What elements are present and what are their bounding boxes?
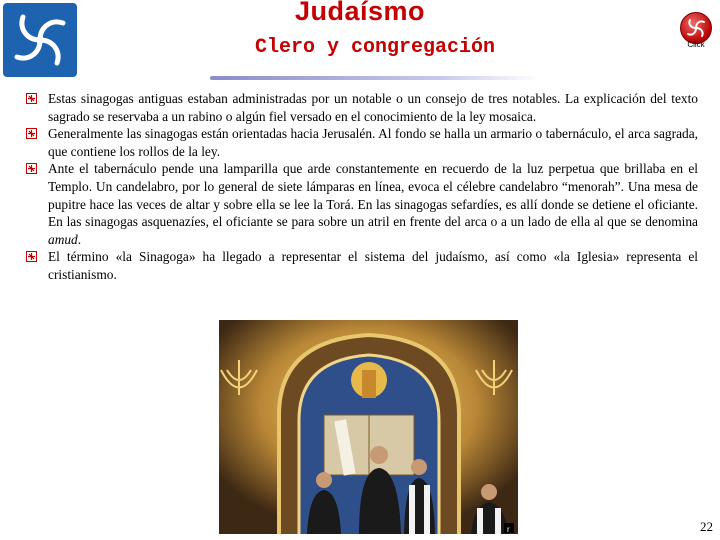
bullet-item [26,125,698,160]
bullet-icon [26,128,37,139]
bullet-italic-term: amud [48,231,78,247]
bullet-icon [26,163,37,174]
bullet-text: Generalmente las sinagogas están orientadas hacia Jerusalén. Al fondo se halla un armario o tabernáculo, el arca sagrada, que contiene los rollos de la ley. [48,126,698,159]
bullet-text: Estas sinagogas antiguas estaban administradas por un notable o un consejo de tres notables. La explicación del texto sagrado se reservaba a un rabino o algún fiel versado en el conocimiento de la ley mosaica. [48,91,698,124]
synagogue-photo [219,320,518,534]
bullet-text: Ante el tabernáculo pende una lamparilla que arde constantemente en recuerdo de la luz perpetua que brillaba en el Templo. Un candelabro, por lo general de siete lámparas en línea, evoca el célebre candelabro “menorah”. Una mesa de pupitre hace las veces de altar y sobre ella se lee la Torá. En las sinagogas sefardíes, es allí donde se detiene el oficiante. En las sinagogas asquenazíes, el oficiante se para sobre un atril en frente del arca o a un lado de ella al que se denomina [48,161,698,230]
photo-badge: r [507,525,510,534]
page-number: 22 [700,519,713,534]
title-underline [210,76,540,80]
bullet-item [26,90,698,125]
bullet-icon [26,93,37,104]
slide-subtitle: Clero y congregación [254,36,496,59]
bullet-list [26,90,698,284]
bullet-text-end: . [77,231,82,247]
bullet-icon [26,251,37,262]
bullet-text: El término «la Sinagoga» ha llegado a representar el sistema del judaísmo, así como «la Iglesia» representa el cristianismo. [48,249,698,282]
bullet-item [26,160,698,248]
click-label[interactable]: Click [687,40,705,49]
slide-title: Judaísmo [294,0,426,26]
bullet-item [26,248,698,283]
